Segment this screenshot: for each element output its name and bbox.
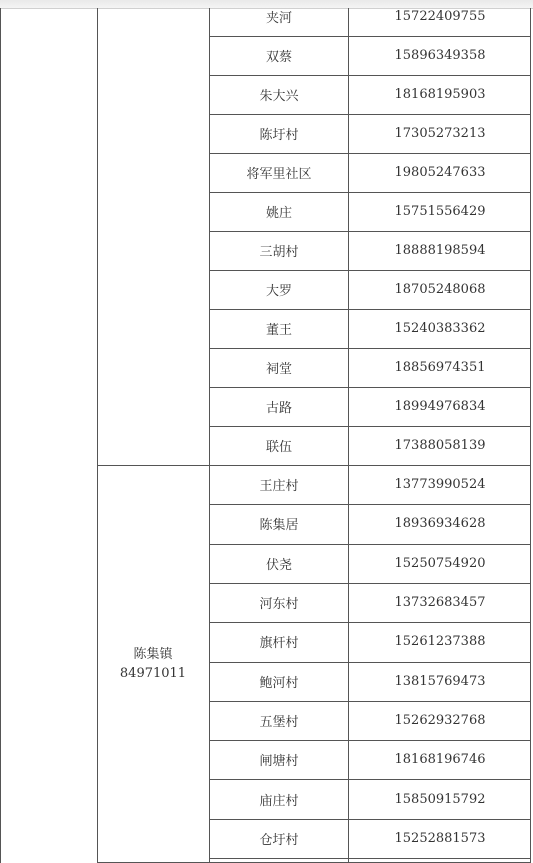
village-name-cell: 闸塘村 — [259, 754, 299, 770]
village-name-cell: 伏尧 — [265, 557, 292, 573]
phone-number-cell: 15850915792 — [394, 791, 486, 807]
phone-number-cell: 15250754920 — [394, 555, 486, 571]
phone-number-cell: 15240383362 — [394, 321, 486, 336]
phone-number-cell: 15751556429 — [394, 204, 486, 219]
phone-number-cell: 15262932768 — [394, 712, 486, 728]
phone-number-cell: 17305273213 — [394, 126, 486, 141]
phone-number-cell: 18168195903 — [394, 87, 486, 102]
phone-number-cell: 13815769473 — [394, 673, 486, 689]
village-name-cell: 夹河 — [265, 11, 292, 26]
phone-number-cell: 18856974351 — [394, 360, 486, 375]
village-name-cell: 庙庄村 — [259, 793, 299, 809]
town-name: 陈集镇 — [133, 647, 173, 662]
village-name-cell: 王庄村 — [259, 479, 299, 495]
village-name-cell: 祠堂 — [265, 362, 292, 377]
village-name-cell: 五堡村 — [259, 714, 299, 730]
village-name-cell: 陈圩村 — [259, 128, 299, 143]
village-name-cell: 双蔡 — [265, 50, 292, 65]
phone-number-cell: 15896349358 — [394, 48, 486, 63]
phone-number-cell: 18994976834 — [394, 399, 486, 414]
village-name-cell: 旗杆村 — [259, 636, 299, 652]
row-divider — [209, 858, 531, 859]
village-name-cell: 大罗 — [265, 284, 292, 299]
village-name-cell: 将军里社区 — [246, 167, 312, 182]
phone-number-cell: 15252881573 — [394, 830, 486, 846]
village-name-cell: 陈集居 — [259, 518, 299, 534]
village-name-cell: 鲍河村 — [259, 675, 299, 691]
village-name-cell: 河东村 — [259, 597, 299, 613]
phone-number-cell: 18705248068 — [394, 282, 486, 297]
phone-number-cell: 13732683457 — [394, 595, 486, 611]
village-name-cell: 三胡村 — [259, 245, 299, 260]
village-name-cell: 董王 — [265, 323, 292, 338]
village-name-cell: 朱大兴 — [259, 89, 299, 104]
village-name-cell: 古路 — [265, 401, 292, 416]
phone-number-cell: 18168196746 — [394, 752, 486, 768]
phone-number-cell: 18936934628 — [394, 516, 486, 532]
village-name-cell: 姚庄 — [265, 206, 292, 221]
town-phone: 84971011 — [119, 666, 187, 681]
town-cell — [97, 465, 209, 863]
phone-number-cell: 15261237388 — [394, 634, 486, 650]
phone-number-cell: 15722409755 — [394, 9, 486, 24]
phone-number-cell: 17388058139 — [394, 438, 486, 453]
phone-number-cell: 19805247633 — [394, 165, 486, 180]
phone-number-cell: 18888198594 — [394, 243, 486, 258]
phone-number-cell: 13773990524 — [394, 477, 486, 493]
village-name-cell: 联伍 — [265, 440, 292, 455]
village-name-cell: 仓圩村 — [259, 832, 299, 848]
